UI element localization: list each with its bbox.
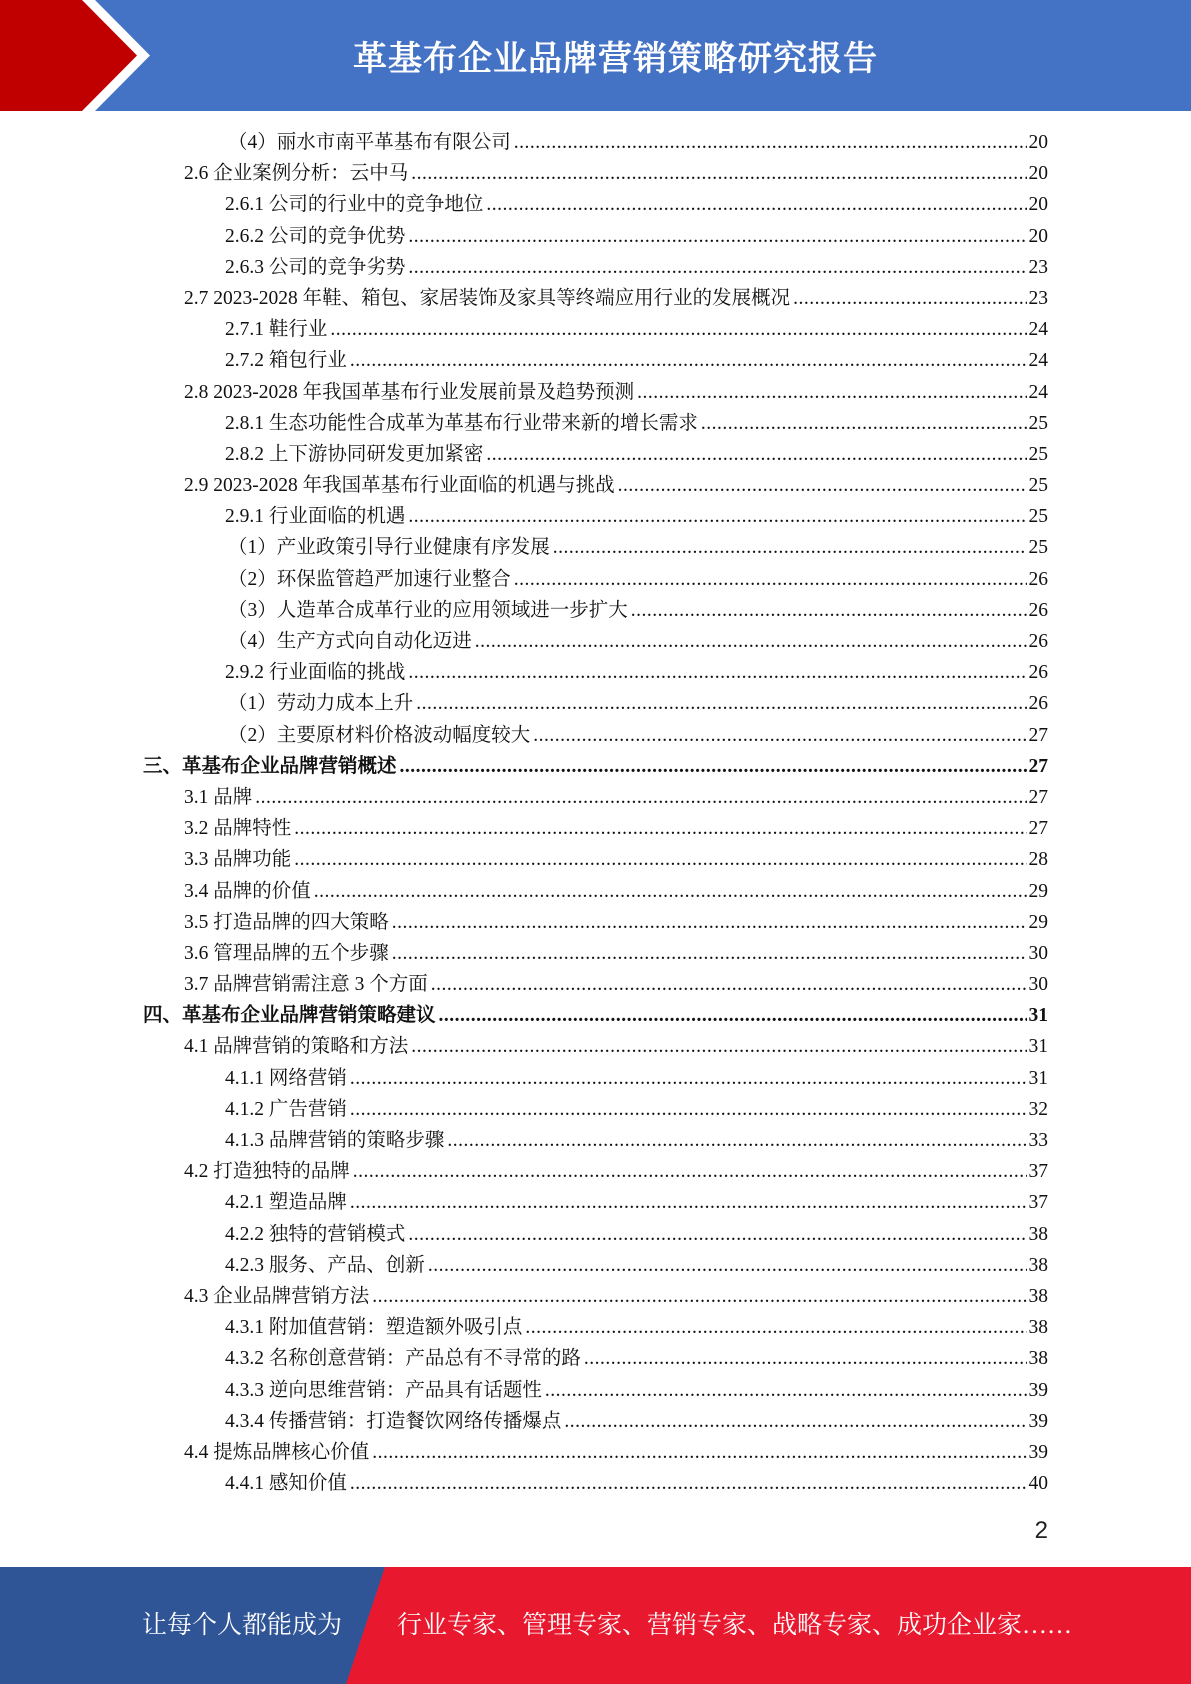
toc-dot-leader <box>637 377 1026 408</box>
toc-entry[interactable] <box>0 720 1191 751</box>
toc-dot-leader <box>514 127 1027 158</box>
toc-entry[interactable] <box>0 1312 1191 1343</box>
toc-entry[interactable] <box>0 1406 1191 1437</box>
toc-entry-label: 2.6.2 公司的竞争优势 <box>225 225 406 247</box>
toc-dot-leader <box>392 938 1027 969</box>
toc-entry-page: 26 <box>1028 662 1048 684</box>
toc-entry[interactable] <box>0 345 1191 376</box>
toc-entry[interactable] <box>0 876 1191 907</box>
toc-dot-leader <box>514 564 1027 595</box>
toc-entry-label: 2.6.3 公司的竞争劣势 <box>225 256 406 278</box>
toc-dot-leader <box>793 283 1026 314</box>
toc-dot-leader <box>411 1031 1026 1062</box>
toc-entry[interactable] <box>0 1250 1191 1281</box>
toc-entry-page: 38 <box>1028 1223 1048 1245</box>
toc-entry-label: 4.3.3 逆向思维营销：产品具有话题性 <box>225 1379 542 1401</box>
toc-entry-label: 4.3.2 名称创意营销：产品总有不寻常的路 <box>225 1348 581 1370</box>
toc-entry[interactable] <box>0 1281 1191 1312</box>
toc-entry[interactable] <box>0 439 1191 470</box>
toc-entry[interactable] <box>0 1031 1191 1062</box>
toc-entry[interactable] <box>0 408 1191 439</box>
toc-entry-label: 4.1.2 广告营销 <box>225 1098 347 1120</box>
toc-entry-label: （2）主要原材料价格波动幅度较大 <box>228 724 531 746</box>
toc-entry-label: 四、革基布企业品牌营销策略建议 <box>143 1005 436 1027</box>
toc-entry-page: 27 <box>1028 724 1048 746</box>
toc-entry[interactable] <box>0 1125 1191 1156</box>
toc-entry[interactable] <box>0 595 1191 626</box>
toc-entry-label: 2.9.2 行业面临的挑战 <box>225 662 406 684</box>
toc-entry-page: 24 <box>1028 319 1048 341</box>
toc-entry-page: 20 <box>1028 194 1048 216</box>
toc-entry-page: 33 <box>1028 1130 1048 1151</box>
toc-dot-leader <box>408 252 1026 283</box>
toc-entry-label: 3.5 打造品牌的四大策略 <box>184 911 389 933</box>
toc-entry-label: 4.1.1 网络营销 <box>225 1067 347 1089</box>
toc-entry[interactable] <box>0 1343 1191 1374</box>
toc-entry[interactable] <box>0 1375 1191 1406</box>
toc-dot-leader <box>350 1063 1027 1094</box>
toc-entry-label: 3.1 品牌 <box>184 786 253 808</box>
toc-dot-leader <box>525 1312 1026 1343</box>
toc-dot-leader <box>553 532 1027 563</box>
toc-entry[interactable] <box>0 127 1191 158</box>
toc-entry-page: 20 <box>1028 163 1048 185</box>
toc-entry-label: （4）生产方式向自动化迈进 <box>228 631 472 652</box>
toc-dot-leader <box>545 1375 1027 1406</box>
toc-entry-page: 39 <box>1028 1410 1048 1432</box>
toc-entry-label: 3.4 品牌的价值 <box>184 880 311 902</box>
toc-entry-label: 3.7 品牌营销需注意 3 个方面 <box>184 974 428 996</box>
toc-entry-label: 4.4.1 感知价值 <box>225 1473 347 1495</box>
toc-entry-page: 26 <box>1028 568 1048 590</box>
toc-entry[interactable] <box>0 626 1191 657</box>
toc-dot-leader <box>330 314 1026 345</box>
toc-entry-label: 2.9.1 行业面临的机遇 <box>225 506 406 528</box>
toc-dot-leader <box>584 1343 1027 1374</box>
toc-entry-label: 2.7.2 箱包行业 <box>225 350 347 372</box>
toc-dot-leader <box>564 1406 1026 1437</box>
toc-entry-page: 27 <box>1028 755 1048 777</box>
toc-entry-page: 30 <box>1028 942 1048 964</box>
toc-entry[interactable] <box>0 158 1191 189</box>
toc-dot-leader <box>255 782 1026 813</box>
toc-entry-page: 26 <box>1028 599 1048 621</box>
toc-entry-label: 2.9 2023-2028 年我国革基布行业面临的机遇与挑战 <box>184 475 615 497</box>
toc-entry-page: 25 <box>1028 443 1048 465</box>
toc-entry-page: 38 <box>1028 1317 1048 1339</box>
toc-entry-label: 4.4 提炼品牌核心价值 <box>184 1441 370 1463</box>
toc-entry-page: 39 <box>1028 1379 1048 1401</box>
toc-dot-leader <box>353 1156 1027 1187</box>
table-of-contents <box>0 127 1191 1499</box>
toc-entry-page: 20 <box>1028 225 1048 247</box>
toc-entry-label: 2.7 2023-2028 年鞋、箱包、家居装饰及家具等终端应用行业的发展概况 <box>184 287 791 309</box>
toc-entry-page: 31 <box>1028 1067 1048 1089</box>
toc-entry[interactable] <box>0 1468 1191 1499</box>
footer-slogan-right: 行业专家、管理专家、营销专家、战略专家、成功企业家…… <box>397 1612 1073 1639</box>
toc-dot-leader <box>350 1468 1027 1499</box>
toc-entry[interactable] <box>0 1063 1191 1094</box>
page-footer <box>0 1567 1191 1684</box>
toc-entry[interactable] <box>0 1094 1191 1125</box>
toc-entry-label: 2.8.1 生态功能性合成革为革基布行业带来新的增长需求 <box>225 412 698 434</box>
toc-entry-page: 26 <box>1028 631 1048 652</box>
toc-dot-leader <box>350 1187 1027 1218</box>
toc-entry-label: 3.6 管理品牌的五个步骤 <box>184 942 389 964</box>
toc-entry-page: 31 <box>1028 1005 1048 1027</box>
toc-dot-leader <box>392 907 1027 938</box>
toc-entry[interactable] <box>0 969 1191 1000</box>
toc-entry-label: 4.3.1 附加值营销：塑造额外吸引点 <box>225 1317 523 1339</box>
toc-dot-leader <box>701 408 1027 439</box>
toc-entry-page: 27 <box>1028 818 1048 840</box>
toc-entry-label: 4.1.3 品牌营销的策略步骤 <box>225 1130 445 1151</box>
toc-entry-page: 39 <box>1028 1441 1048 1463</box>
toc-dot-leader <box>408 657 1026 688</box>
toc-entry-label: （1）产业政策引导行业健康有序发展 <box>228 537 550 559</box>
toc-dot-leader <box>428 1250 1027 1281</box>
toc-entry[interactable] <box>0 1219 1191 1250</box>
toc-entry[interactable] <box>0 221 1191 252</box>
toc-entry-label: 4.3.4 传播营销：打造餐饮网络传播爆点 <box>225 1410 562 1432</box>
toc-dot-leader <box>294 813 1026 844</box>
toc-entry-label: 4.2.1 塑造品牌 <box>225 1192 347 1214</box>
toc-entry-label: 4.2 打造独特的品牌 <box>184 1161 350 1183</box>
toc-entry-label: 4.2.3 服务、产品、创新 <box>225 1254 425 1276</box>
toc-entry[interactable] <box>0 1000 1191 1031</box>
toc-entry-label: 3.3 品牌功能 <box>184 849 292 871</box>
toc-entry-page: 32 <box>1028 1098 1048 1120</box>
document-title: 革基布企业品牌营销策略研究报告 <box>353 39 878 79</box>
toc-entry[interactable] <box>0 314 1191 345</box>
toc-entry-page: 40 <box>1028 1473 1048 1495</box>
toc-entry-label: 4.2.2 独特的营销模式 <box>225 1223 406 1245</box>
toc-entry[interactable] <box>0 782 1191 813</box>
toc-entry-page: 24 <box>1028 381 1048 403</box>
toc-entry-page: 25 <box>1028 475 1048 497</box>
toc-entry-label: 三、革基布企业品牌营销概述 <box>143 755 397 777</box>
toc-dot-leader <box>486 189 1026 220</box>
toc-entry-page: 29 <box>1028 911 1048 933</box>
toc-entry-label: （3）人造革合成革行业的应用领域进一步扩大 <box>228 599 628 621</box>
toc-dot-leader <box>411 158 1026 189</box>
toc-entry[interactable] <box>0 470 1191 501</box>
toc-entry[interactable] <box>0 1437 1191 1468</box>
toc-entry[interactable] <box>0 907 1191 938</box>
toc-dot-leader <box>408 221 1026 252</box>
toc-entry-page: 38 <box>1028 1285 1048 1307</box>
toc-entry-label: 2.6.1 公司的行业中的竞争地位 <box>225 194 484 216</box>
toc-entry[interactable] <box>0 283 1191 314</box>
toc-entry-page: 26 <box>1028 693 1048 715</box>
toc-entry-label: 2.6 企业案例分析：云中马 <box>184 163 409 185</box>
toc-entry-page: 24 <box>1028 350 1048 372</box>
toc-dot-leader <box>372 1281 1026 1312</box>
toc-dot-leader <box>618 470 1027 501</box>
toc-entry-label: （1）劳动力成本上升 <box>228 693 414 715</box>
toc-entry[interactable] <box>0 532 1191 563</box>
toc-entry[interactable] <box>0 813 1191 844</box>
toc-entry[interactable] <box>0 252 1191 283</box>
toc-dot-leader <box>475 626 1027 657</box>
toc-entry-page: 31 <box>1028 1036 1048 1058</box>
toc-dot-leader <box>439 1000 1027 1031</box>
toc-entry-page: 38 <box>1028 1348 1048 1370</box>
toc-entry[interactable] <box>0 1187 1191 1218</box>
toc-entry[interactable] <box>0 657 1191 688</box>
toc-entry[interactable] <box>0 688 1191 719</box>
toc-entry[interactable] <box>0 189 1191 220</box>
toc-dot-leader <box>400 751 1027 782</box>
toc-entry-page: 23 <box>1028 256 1048 278</box>
toc-entry-page: 25 <box>1028 506 1048 528</box>
toc-entry-label: （4）丽水市南平革基布有限公司 <box>228 132 511 153</box>
toc-entry-page: 29 <box>1028 880 1048 902</box>
toc-entry-page: 25 <box>1028 537 1048 559</box>
toc-entry-page: 38 <box>1028 1254 1048 1276</box>
toc-dot-leader <box>631 595 1027 626</box>
toc-entry-label: 4.1 品牌营销的策略和方法 <box>184 1036 409 1058</box>
toc-entry[interactable] <box>0 1156 1191 1187</box>
toc-dot-leader <box>294 844 1026 875</box>
toc-entry-label: 3.2 品牌特性 <box>184 818 292 840</box>
toc-entry-label: 2.8.2 上下游协同研发更加紧密 <box>225 443 484 465</box>
toc-entry[interactable] <box>0 564 1191 595</box>
page-number: 2 <box>1034 1517 1048 1544</box>
toc-dot-leader <box>314 876 1027 907</box>
toc-dot-leader <box>408 1219 1026 1250</box>
toc-entry-page: 27 <box>1028 786 1048 808</box>
toc-entry[interactable] <box>0 938 1191 969</box>
toc-entry-page: 37 <box>1028 1161 1048 1183</box>
toc-entry-page: 25 <box>1028 412 1048 434</box>
toc-entry[interactable] <box>0 377 1191 408</box>
toc-entry-page: 30 <box>1028 974 1048 996</box>
toc-entry[interactable] <box>0 501 1191 532</box>
footer-slogan-left: 让每个人都能成为 <box>142 1612 343 1639</box>
toc-entry-label: （2）环保监管趋严加速行业整合 <box>228 568 511 590</box>
toc-entry-label: 4.3 企业品牌营销方法 <box>184 1285 370 1307</box>
toc-entry-label: 2.7.1 鞋行业 <box>225 319 328 341</box>
toc-dot-leader <box>431 969 1027 1000</box>
toc-dot-leader <box>372 1437 1026 1468</box>
toc-entry[interactable] <box>0 844 1191 875</box>
toc-entry[interactable] <box>0 751 1191 782</box>
toc-dot-leader <box>533 720 1026 751</box>
toc-dot-leader <box>350 1094 1027 1125</box>
toc-dot-leader <box>447 1125 1026 1156</box>
toc-entry-page: 23 <box>1028 287 1048 309</box>
toc-entry-page: 20 <box>1028 132 1048 153</box>
toc-dot-leader <box>350 345 1027 376</box>
toc-dot-leader <box>486 439 1026 470</box>
page-header <box>0 0 1191 111</box>
toc-dot-leader <box>416 688 1026 719</box>
toc-entry-page: 37 <box>1028 1192 1048 1214</box>
toc-entry-label: 2.8 2023-2028 年我国革基布行业发展前景及趋势预测 <box>184 381 635 403</box>
toc-entry-page: 28 <box>1028 849 1048 871</box>
toc-dot-leader <box>408 501 1026 532</box>
